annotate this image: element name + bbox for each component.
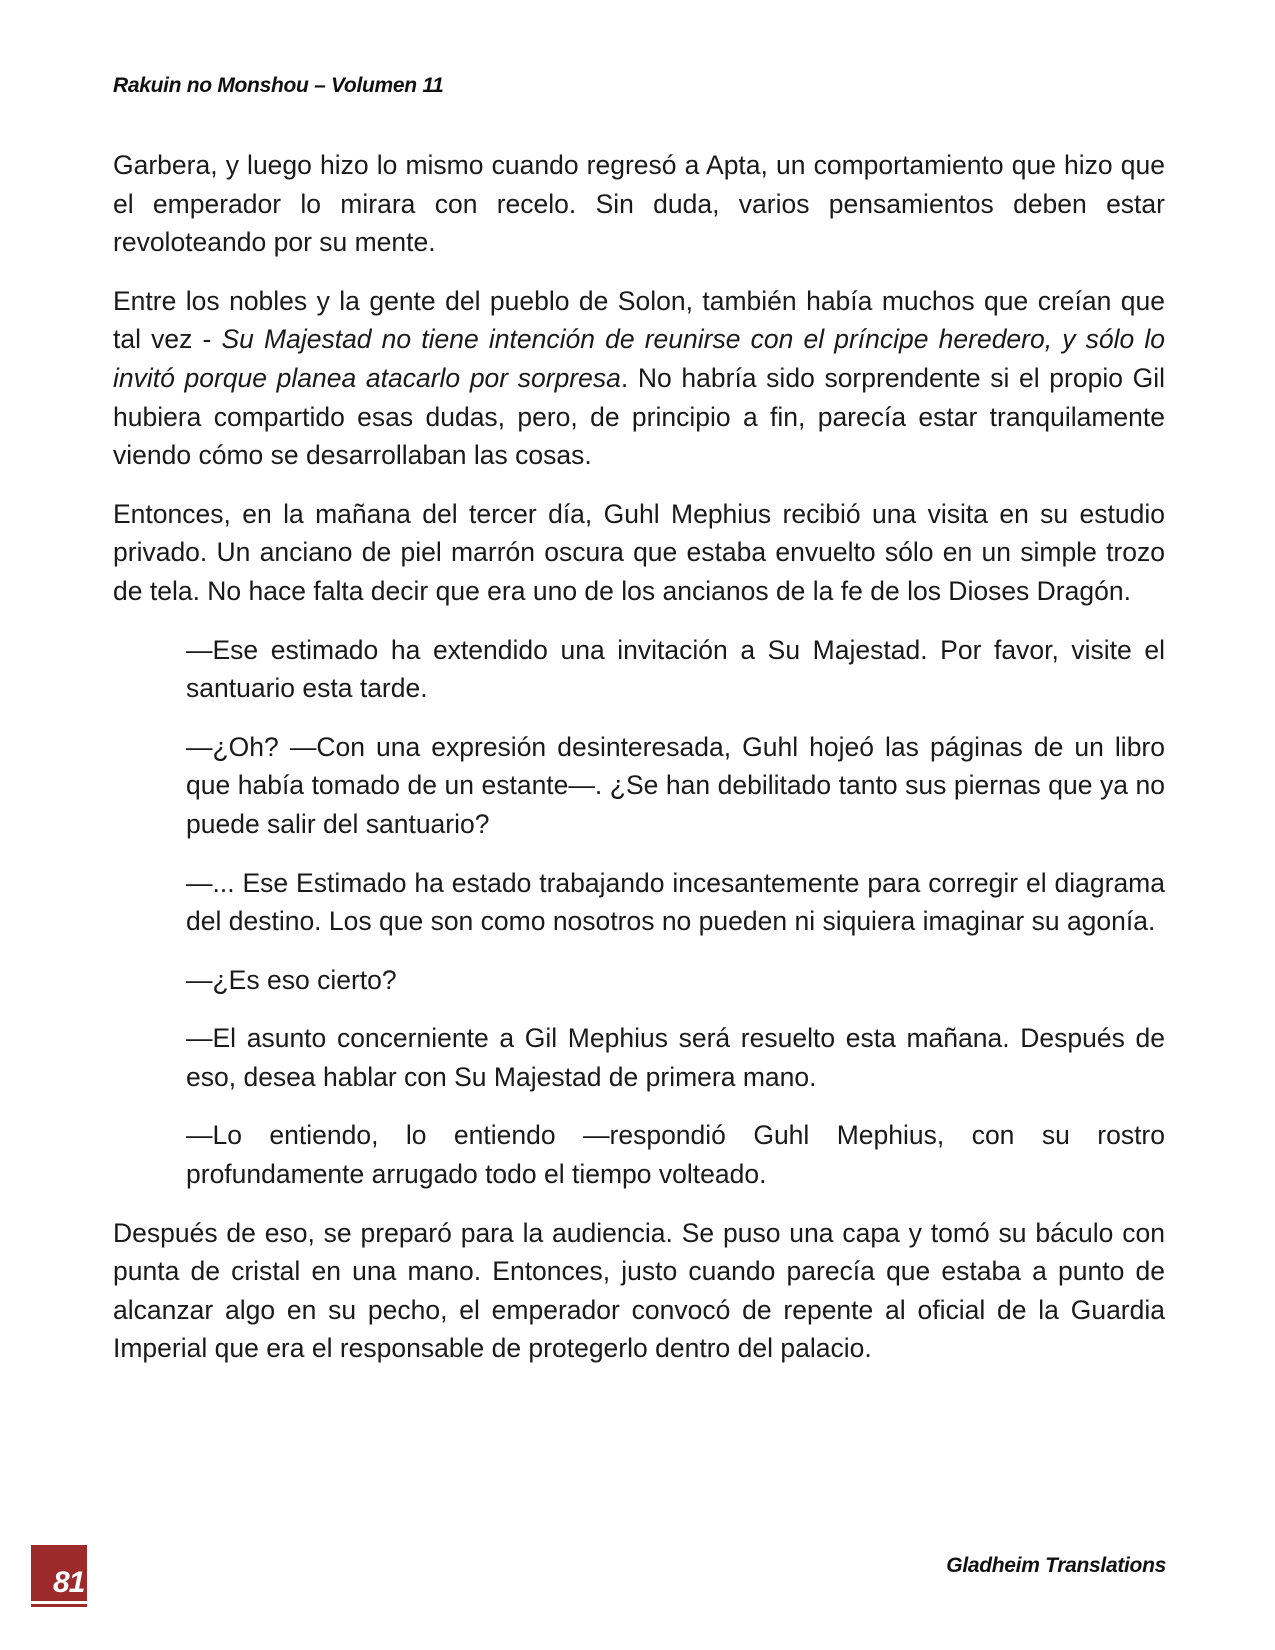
paragraph: Entonces, en la mañana del tercer día, Guhl Mephius recibió una visita en su estudio privado. Un anciano de piel marrón oscura que estaba envuelto sólo en un simple trozo de tela. No hace falta decir que era uno de los ancianos de la fe de los Dioses Dragón. xyxy=(113,498,1165,606)
paragraph-text-start: Entre los nobles y la gente del pueblo de Solon, también había muchos que creían que tal vez - xyxy=(113,285,1165,355)
paragraph: Después de eso, se preparó para la audiencia. Se puso una capa y tomó su báculo con punta de cristal en una mano. Entonces, justo cuando parecía que estaba a punto de alcanzar algo en su pecho, el emperador convocó de repente al oficial de la Guardia Imperial que era el responsable de protegerlo dentro del palacio. xyxy=(113,1217,1165,1364)
page-number: 81 xyxy=(53,1566,85,1599)
dialogue-line: —Lo entiendo, lo entiendo —respondió Guhl Mephius, con su rostro profundamente arrugado todo el tiempo volteado. xyxy=(186,1120,1165,1190)
page-number-underline xyxy=(31,1601,87,1604)
italic-thought: Su Majestad no tiene intención de reunirse con el príncipe heredero, y sólo lo invitó porque planea atacarlo por sorpresa xyxy=(113,324,1165,393)
paragraph-text-end: . No habría sido sorprendente si el propio Gil hubiera compartido esas dudas, pero, de principio a fin, parecía estar tranquilamente viendo cómo se desarrollaban las cosas. xyxy=(113,362,1166,471)
dialogue-line: —¿Oh? —Con una expresión desinteresada, Guhl hojeó las páginas de un libro que había tomado de un estante—. ¿Se han debilitado tanto sus piernas que ya no puede salir del santuario? xyxy=(186,731,1165,839)
dialogue-line: —¿Es eso cierto? xyxy=(186,964,397,995)
header-title: Rakuin no Monshou – Volumen 11 xyxy=(113,74,444,97)
page-body xyxy=(113,146,1165,1388)
dialogue-line: —Ese estimado ha extendido una invitación a Su Majestad. Por favor, visite el santuario esta tarde. xyxy=(186,634,1165,704)
footer-credit: Gladheim Translations xyxy=(946,1554,1166,1577)
paragraph-with-italic xyxy=(113,282,1165,475)
dialogue-line: —El asunto concerniente a Gil Mephius será resuelto esta mañana. Después de eso, desea hablar con Su Majestad de primera mano. xyxy=(186,1023,1165,1092)
paragraph: Garbera, y luego hizo lo mismo cuando regresó a Apta, un comportamiento que hizo que el emperador lo mirara con recelo. Sin duda, varios pensamientos deben estar revoloteando por su mente. xyxy=(113,150,1165,258)
dialogue-line: —... Ese Estimado ha estado trabajando incesantemente para corregir el diagrama del destino. Los que son como nosotros no pueden ni siquiera imaginar su agonía. xyxy=(186,867,1165,937)
